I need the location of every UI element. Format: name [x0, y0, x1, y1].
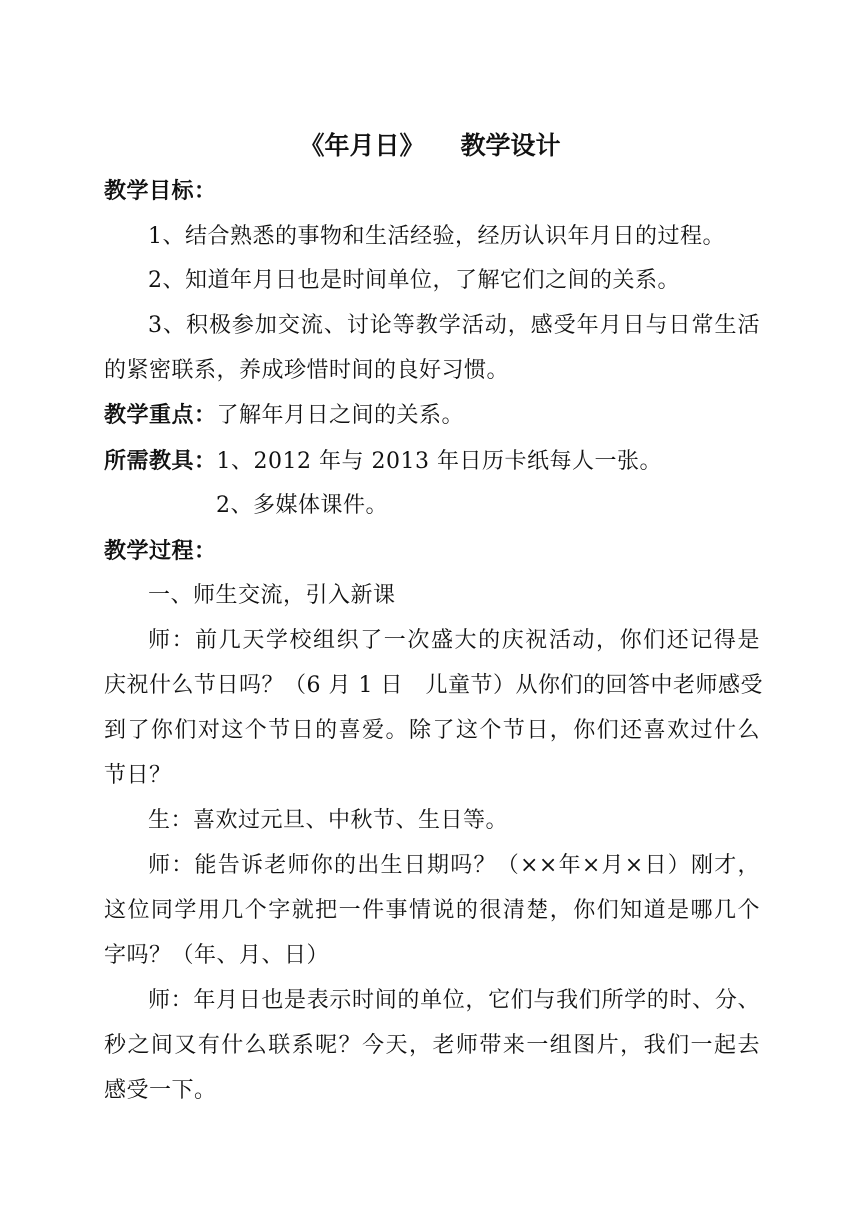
material-1: 1、2012 年与 2013 年日历卡纸每人一张。	[216, 449, 662, 474]
paragraph-line: 庆祝什么节日吗？（6 月 1 日 儿童节）从你们的回答中老师感受	[104, 673, 763, 698]
materials	[104, 446, 760, 477]
objective-2: 2、知道年月日也是时间单位，了解它们之间的关系。	[148, 268, 680, 293]
materials-label: 所需教具：	[104, 448, 217, 474]
paragraph-line: 节日？	[104, 763, 172, 788]
key-point-text: 了解年月日之间的关系。	[216, 403, 465, 428]
key-point	[104, 400, 760, 431]
paragraph-line: 生：喜欢过元旦、中秋节、生日等。	[148, 808, 509, 833]
paragraph-line: 秒之间又有什么联系呢？今天，老师带来一组图片，我们一起去	[104, 1033, 760, 1058]
paragraph-line: 到了你们对这个节日的喜爱。除了这个节日，你们还喜欢过什么	[104, 718, 760, 743]
paragraph-line: 师：年月日也是表示时间的单位，它们与我们所学的时、分、	[148, 988, 760, 1013]
material-2: 2、多媒体课件。	[216, 493, 388, 518]
objective-3-cont: 的紧密联系，养成珍惜时间的良好习惯。	[104, 358, 510, 383]
section-heading-1: 一、师生交流，引入新课	[148, 583, 396, 608]
paragraph-line: 字吗？（年、月、日）	[104, 943, 330, 968]
paragraph-line: 感受一下。	[104, 1078, 217, 1103]
paragraph-line: 这位同学用几个字就把一件事情说的很清楚，你们知道是哪几个	[104, 898, 760, 923]
title-sub: 教学设计	[460, 131, 561, 160]
document-title	[0, 130, 860, 162]
paragraph-line: 师：能告诉老师你的出生日期吗？（××年×月×日）刚才，	[148, 853, 760, 878]
objective-1: 1、结合熟悉的事物和生活经验，经历认识年月日的过程。	[148, 224, 725, 249]
title-main: 《年月日》	[299, 131, 425, 160]
objective-3: 3、积极参加交流、讨论等教学活动，感受年月日与日常生活	[148, 313, 760, 338]
key-point-label: 教学重点：	[104, 402, 217, 428]
objectives-heading: 教学目标：	[104, 178, 217, 204]
process-heading: 教学过程：	[104, 538, 217, 564]
paragraph-line: 师：前几天学校组织了一次盛大的庆祝活动，你们还记得是	[148, 628, 760, 653]
